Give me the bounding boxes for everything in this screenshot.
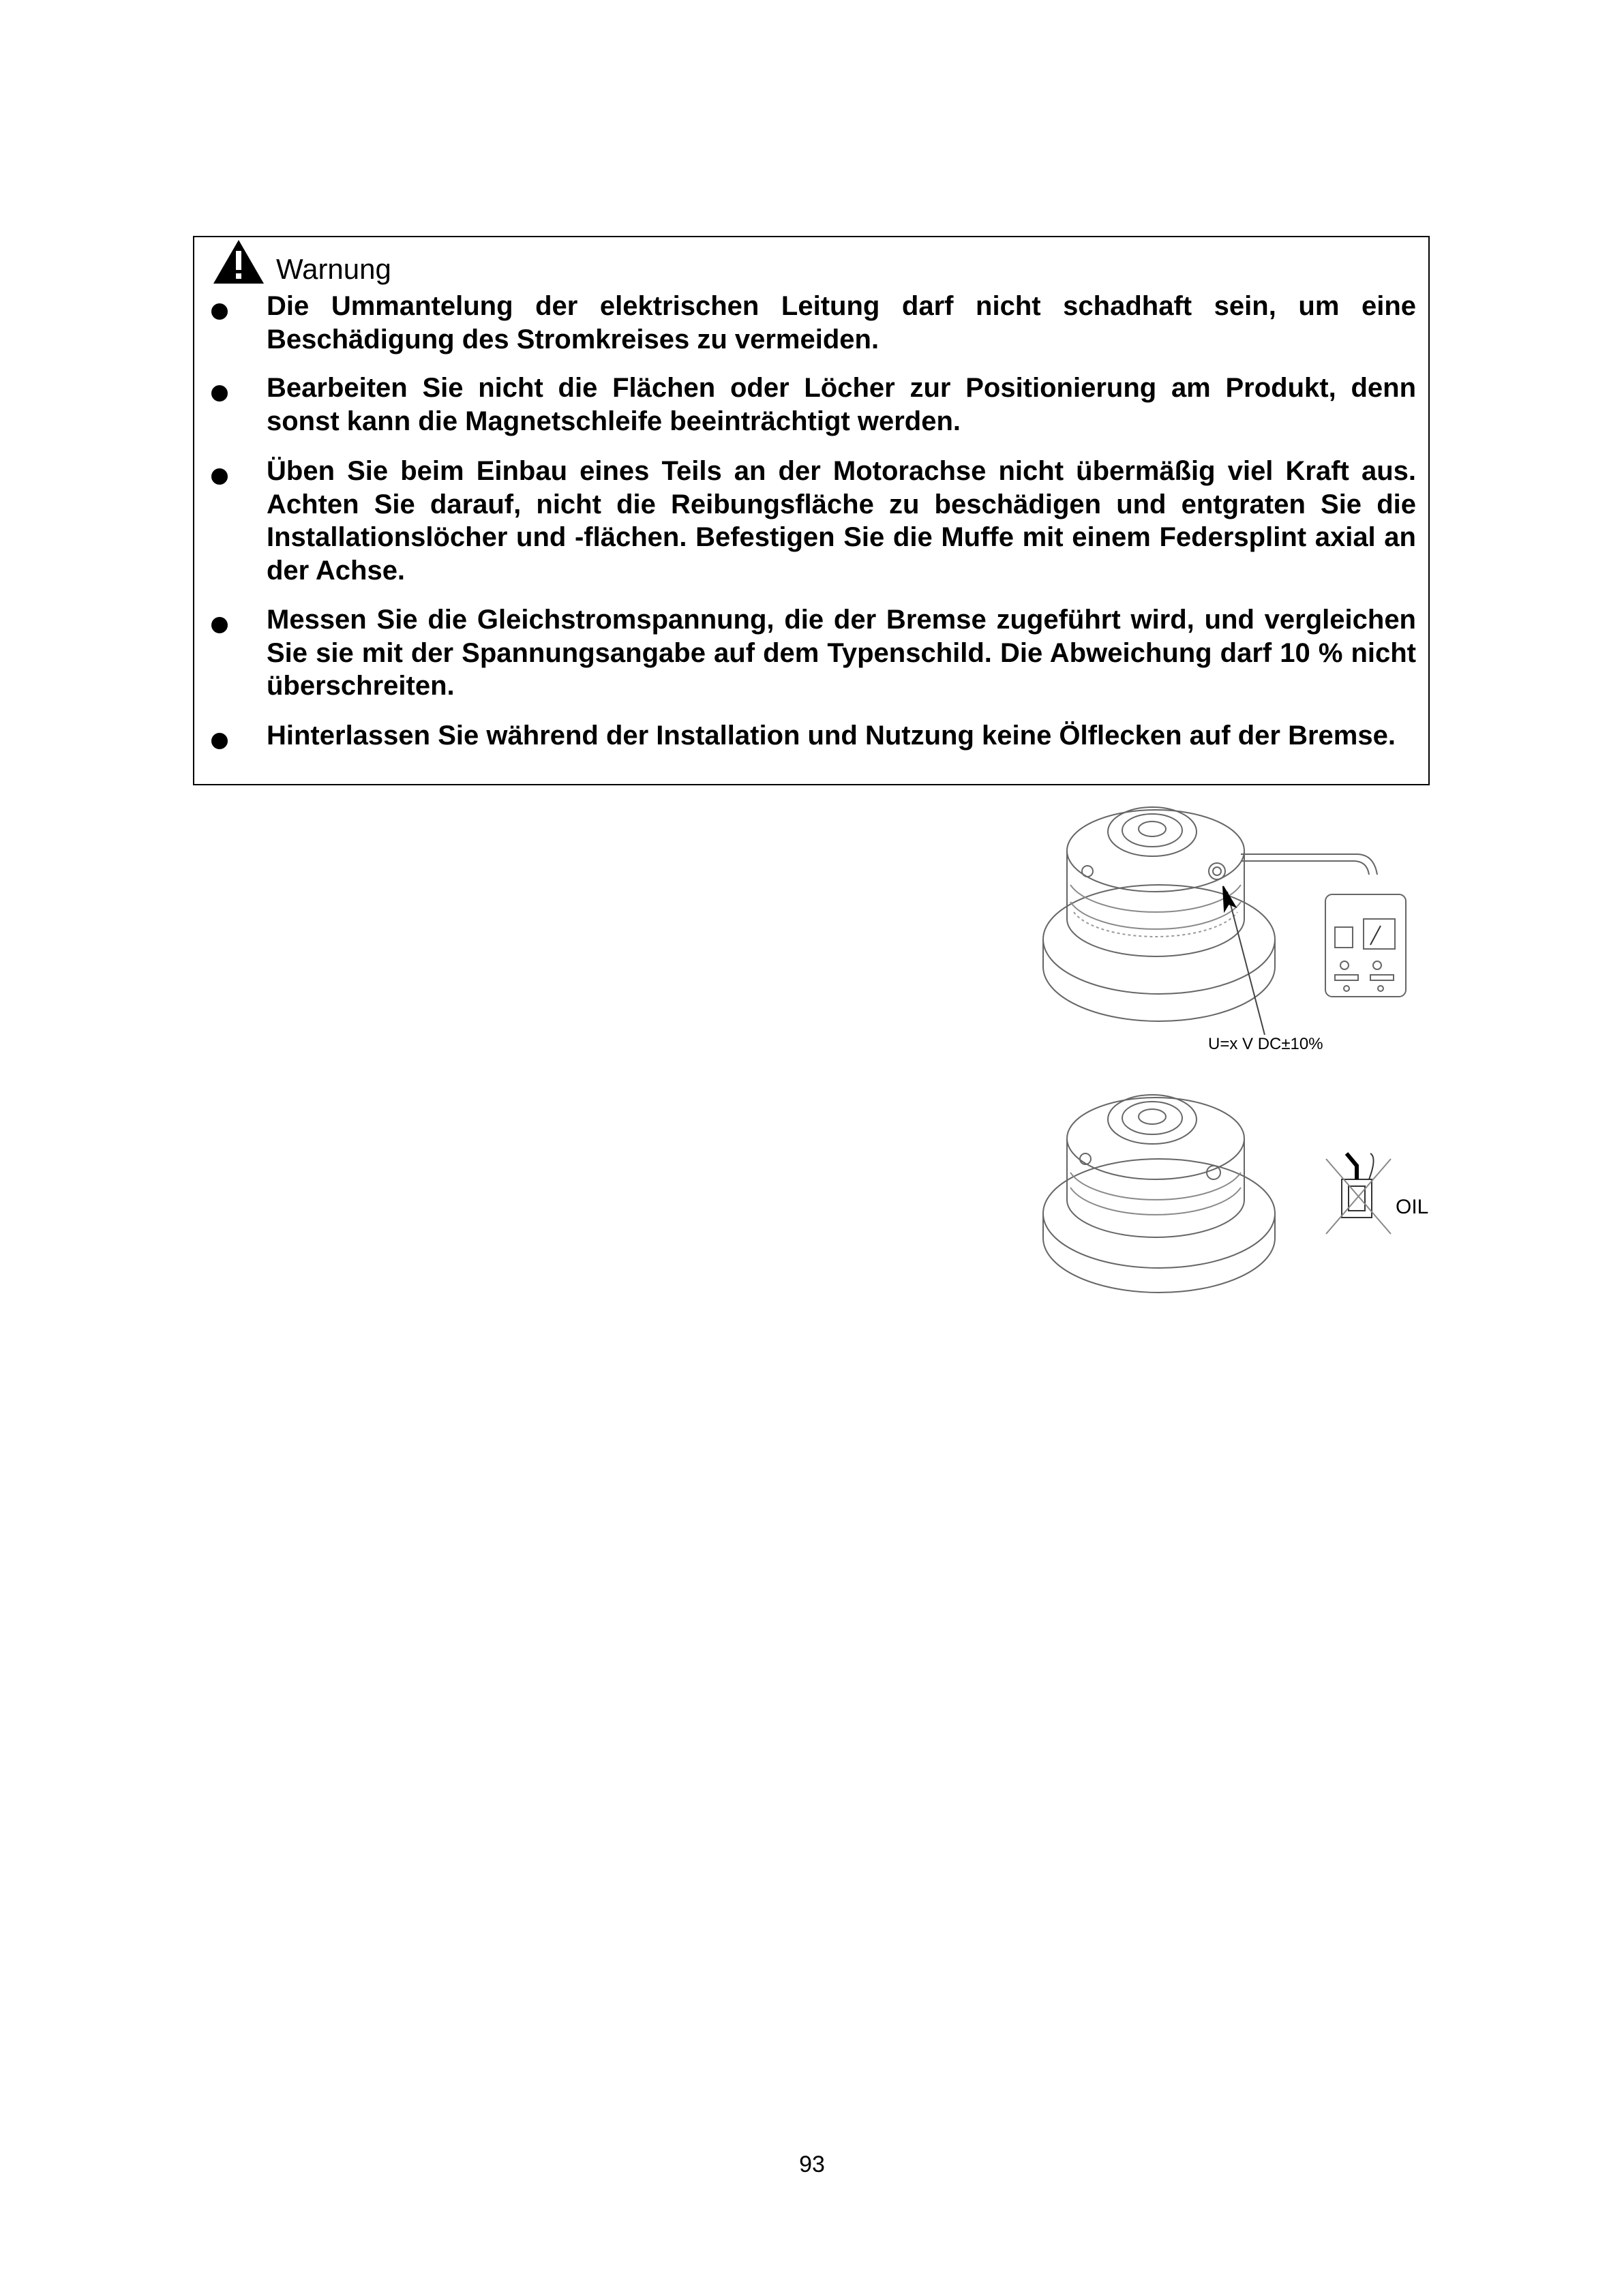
list-item-text: Hinterlassen Sie während der Installation und Nutzung keine Ölflecken auf der Bremse. — [267, 721, 1396, 751]
warning-title: Warnung — [276, 253, 391, 285]
list-item-text: Die Ummantelung der elektrischen Leitung darf nicht schadhaft sein, um eine Beschädigung des Stromkreises zu vermeiden. — [267, 291, 1416, 354]
list-item-text: Üben Sie beim Einbau eines Teils an der Motorachse nicht übermäßig viel Kraft aus. Achten Sie darauf, nicht die Reibungsfläche zu beschädigen und entgraten Sie die Installationslöcher und -flächen. Befestigen Sie die Muffe mit einem Federsplint axial an der Achse. — [267, 456, 1416, 586]
bullet — [211, 303, 228, 320]
bullet — [211, 617, 228, 633]
warning-header — [212, 237, 391, 285]
page-number: 93 — [799, 2151, 825, 2177]
bullet — [211, 733, 228, 749]
bullet — [211, 385, 228, 402]
list-item-text: Bearbeiten Sie nicht die Flächen oder Löcher zur Positionierung am Produkt, denn sonst kann die Magnetschleife beeinträchtigt werden. — [267, 373, 1416, 436]
oil-label: OIL — [1396, 1196, 1429, 1218]
list-item-text: Messen Sie die Gleichstromspannung, die der Bremse zugeführt wird, und vergleichen Sie sie mit der Spannungsangabe auf dem Typenschild. Die Abweichung darf 10 % nicht überschreiten. — [267, 605, 1416, 701]
brake-oil-figure — [1036, 1077, 1418, 1309]
warning-box — [193, 236, 1430, 785]
bullet — [211, 468, 228, 485]
brake-voltmeter-figure — [1036, 783, 1418, 1069]
warning-triangle-icon — [212, 239, 265, 285]
voltage-label: U=x V DC±10% — [1208, 1035, 1323, 1053]
